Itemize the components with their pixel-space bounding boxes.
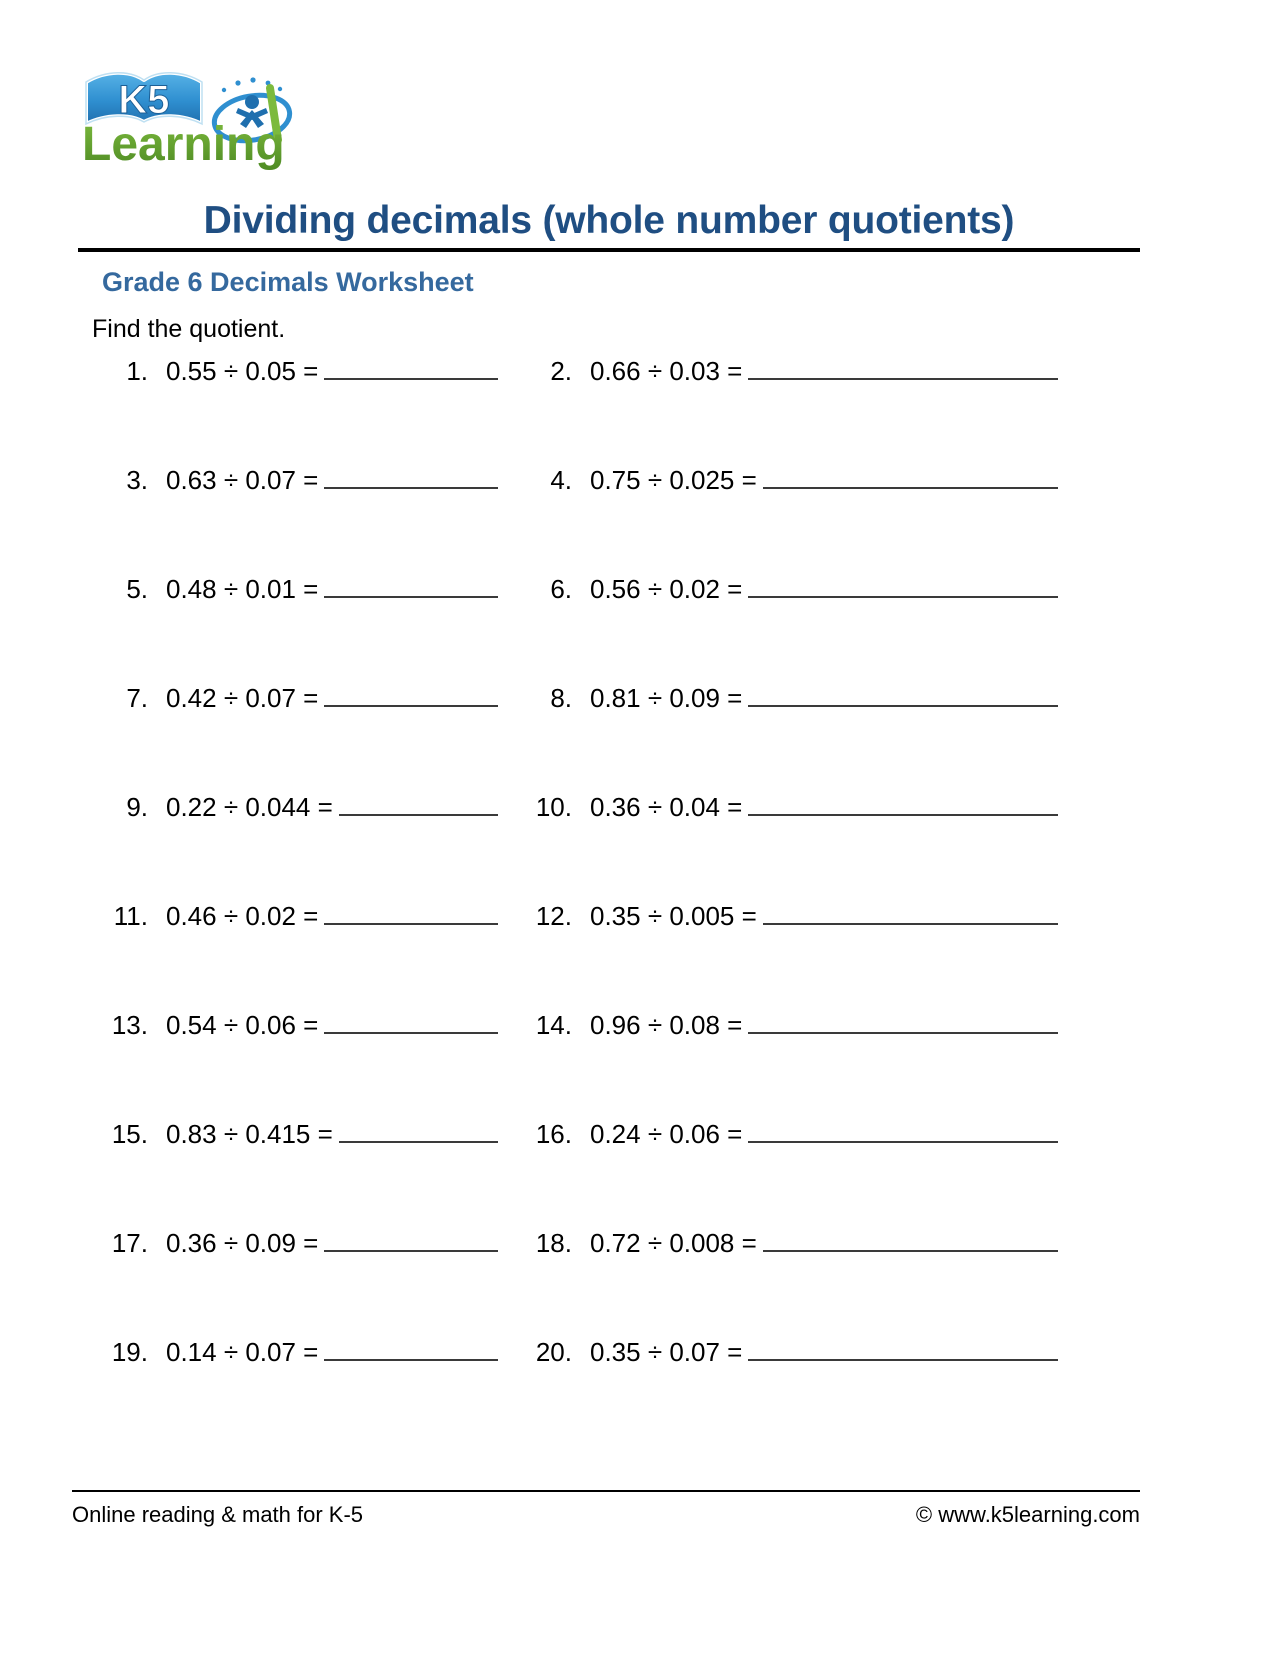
answer-blank[interactable] bbox=[324, 570, 498, 598]
problem-item bbox=[0, 897, 520, 932]
problem-expression: 0.36 ÷ 0.09 = bbox=[166, 1228, 319, 1258]
answer-blank[interactable] bbox=[763, 897, 1058, 925]
answer-blank[interactable] bbox=[748, 570, 1058, 598]
problem-item bbox=[0, 1115, 520, 1150]
problem-item bbox=[520, 1333, 1080, 1368]
problem-item bbox=[520, 1006, 1080, 1041]
logo-icon bbox=[72, 58, 322, 170]
problem-expression: 0.46 ÷ 0.02 = bbox=[166, 901, 319, 931]
problem-number: 1. bbox=[126, 356, 148, 386]
problem-item bbox=[0, 1006, 520, 1041]
problem-item bbox=[520, 897, 1080, 932]
answer-blank[interactable] bbox=[324, 352, 498, 380]
problem-expression: 0.36 ÷ 0.04 = bbox=[590, 792, 743, 822]
problem-expression: 0.48 ÷ 0.01 = bbox=[166, 574, 319, 604]
problem-number: 18. bbox=[535, 1228, 572, 1258]
problem-expression: 0.42 ÷ 0.07 = bbox=[166, 683, 319, 713]
problem-row bbox=[0, 461, 1280, 570]
problem-number: 15. bbox=[111, 1119, 148, 1149]
problem-number: 6. bbox=[550, 574, 572, 604]
k5-learning-logo bbox=[72, 58, 322, 170]
problem-item bbox=[0, 352, 520, 387]
problem-item bbox=[0, 1224, 520, 1259]
problem-row bbox=[0, 1006, 1280, 1115]
answer-blank[interactable] bbox=[748, 788, 1058, 816]
problem-row bbox=[0, 352, 1280, 461]
problem-item bbox=[520, 679, 1080, 714]
answer-blank[interactable] bbox=[324, 1333, 498, 1361]
problem-row bbox=[0, 570, 1280, 679]
problem-grid bbox=[0, 352, 1280, 1442]
answer-blank[interactable] bbox=[748, 679, 1058, 707]
problem-expression: 0.35 ÷ 0.005 = bbox=[590, 901, 757, 931]
problem-number: 3. bbox=[126, 465, 148, 495]
answer-blank[interactable] bbox=[324, 897, 498, 925]
problem-number: 5. bbox=[126, 574, 148, 604]
problem-number: 8. bbox=[550, 683, 572, 713]
logo-wordmark: Learning bbox=[82, 118, 285, 170]
footer-tagline: Online reading & math for K-5 bbox=[72, 1502, 364, 1527]
problem-number: 19. bbox=[111, 1337, 148, 1367]
footer-copyright[interactable]: © www.k5learning.com bbox=[915, 1502, 1140, 1527]
problem-item bbox=[520, 788, 1080, 823]
problem-row bbox=[0, 1224, 1280, 1333]
problem-item bbox=[520, 1224, 1080, 1259]
answer-blank[interactable] bbox=[763, 1224, 1058, 1252]
problem-row bbox=[0, 788, 1280, 897]
problem-expression: 0.75 ÷ 0.025 = bbox=[590, 465, 757, 495]
problem-item bbox=[520, 352, 1080, 387]
instruction-text: Find the quotient. bbox=[92, 315, 286, 343]
title-divider bbox=[78, 248, 1140, 252]
answer-blank[interactable] bbox=[339, 788, 498, 816]
problem-expression: 0.63 ÷ 0.07 = bbox=[166, 465, 319, 495]
problem-item bbox=[0, 570, 520, 605]
problem-number: 10. bbox=[535, 792, 572, 822]
problem-row bbox=[0, 679, 1280, 788]
answer-blank[interactable] bbox=[324, 679, 498, 707]
problem-expression: 0.81 ÷ 0.09 = bbox=[590, 683, 743, 713]
footer-divider bbox=[72, 1490, 1140, 1492]
problem-item bbox=[520, 461, 1080, 496]
k5-badge-text: K5 bbox=[118, 78, 170, 122]
problem-number: 7. bbox=[126, 683, 148, 713]
title-block bbox=[78, 200, 1140, 298]
problem-expression: 0.72 ÷ 0.008 = bbox=[590, 1228, 757, 1258]
problem-number: 9. bbox=[126, 792, 148, 822]
answer-blank[interactable] bbox=[324, 1224, 498, 1252]
problem-expression: 0.22 ÷ 0.044 = bbox=[166, 792, 333, 822]
problem-expression: 0.54 ÷ 0.06 = bbox=[166, 1010, 319, 1040]
problem-item bbox=[0, 1333, 520, 1368]
page-footer bbox=[72, 1502, 1140, 1528]
problem-item bbox=[0, 461, 520, 496]
problem-number: 12. bbox=[535, 901, 572, 931]
answer-blank[interactable] bbox=[324, 461, 498, 489]
problem-row bbox=[0, 897, 1280, 1006]
problem-expression: 0.96 ÷ 0.08 = bbox=[590, 1010, 743, 1040]
problem-row bbox=[0, 1333, 1280, 1442]
problem-number: 17. bbox=[111, 1228, 148, 1258]
problem-expression: 0.14 ÷ 0.07 = bbox=[166, 1337, 319, 1367]
answer-blank[interactable] bbox=[324, 1006, 498, 1034]
problem-number: 13. bbox=[111, 1010, 148, 1040]
problem-number: 20. bbox=[535, 1337, 572, 1367]
problem-item bbox=[520, 1115, 1080, 1150]
problem-number: 2. bbox=[550, 356, 572, 386]
answer-blank[interactable] bbox=[748, 352, 1058, 380]
problem-expression: 0.83 ÷ 0.415 = bbox=[166, 1119, 333, 1149]
problem-expression: 0.24 ÷ 0.06 = bbox=[590, 1119, 743, 1149]
problem-expression: 0.66 ÷ 0.03 = bbox=[590, 356, 743, 386]
problem-number: 11. bbox=[113, 901, 148, 931]
problem-expression: 0.35 ÷ 0.07 = bbox=[590, 1337, 743, 1367]
page-title: Dividing decimals (whole number quotients) bbox=[203, 199, 1015, 242]
answer-blank[interactable] bbox=[748, 1115, 1058, 1143]
answer-blank[interactable] bbox=[763, 461, 1058, 489]
problem-item bbox=[520, 570, 1080, 605]
problem-row bbox=[0, 1115, 1280, 1224]
answer-blank[interactable] bbox=[748, 1333, 1058, 1361]
answer-blank[interactable] bbox=[748, 1006, 1058, 1034]
answer-blank[interactable] bbox=[339, 1115, 498, 1143]
problem-expression: 0.56 ÷ 0.02 = bbox=[590, 574, 743, 604]
problem-number: 4. bbox=[550, 465, 572, 495]
page-subtitle: Grade 6 Decimals Worksheet bbox=[102, 267, 474, 298]
problem-number: 14. bbox=[535, 1010, 572, 1040]
problem-item bbox=[0, 679, 520, 714]
problem-item bbox=[0, 788, 520, 823]
problem-number: 16. bbox=[535, 1119, 572, 1149]
problem-expression: 0.55 ÷ 0.05 = bbox=[166, 356, 319, 386]
